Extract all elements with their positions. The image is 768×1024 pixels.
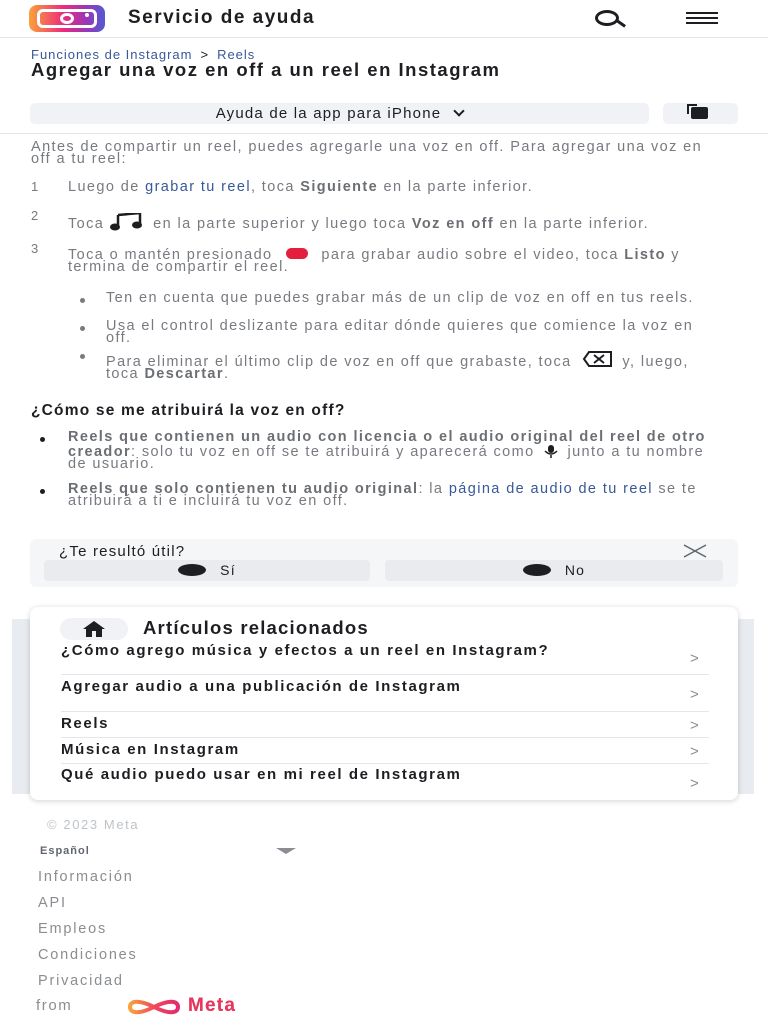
step-number: 2 (31, 208, 40, 223)
record-icon (278, 246, 316, 262)
close-icon[interactable] (682, 543, 708, 559)
chevron-right-icon: > (690, 743, 699, 760)
audio-page-link[interactable]: página de audio de tu reel (448, 481, 653, 497)
frown-icon (523, 564, 551, 576)
breadcrumb-separator: > (200, 47, 210, 62)
language-select[interactable]: Español (40, 845, 90, 857)
chevron-right-icon: > (690, 650, 699, 667)
site-title[interactable]: Servicio de ayuda (128, 7, 316, 28)
delete-icon (577, 350, 617, 368)
chevron-right-icon: > (690, 717, 699, 734)
sub-bullet-list (78, 348, 718, 380)
copyright: © 2023 Meta (47, 817, 140, 832)
from-meta-logo[interactable] (36, 995, 336, 1019)
list-item: Reels que solo contienen tu audio original: la página de audio de tu reel se te atribuirá a ti e incluirá tu voz en off. (38, 483, 728, 507)
feedback-no-button[interactable]: No (385, 560, 723, 581)
related-item[interactable]: ¿Cómo agrego música y efectos a un reel en Instagram? (61, 642, 550, 659)
step-number: 1 (31, 179, 40, 194)
feedback-box (30, 539, 738, 587)
related-item[interactable]: Música en Instagram (61, 741, 240, 758)
breadcrumb-item-reels[interactable]: Reels (217, 47, 256, 62)
meta-wordmark: Meta (188, 995, 237, 1016)
sub-bullet-list (78, 320, 718, 344)
grabar-reel-link[interactable]: grabar tu reel (145, 179, 251, 195)
divider (0, 133, 768, 134)
related-item[interactable]: Reels (61, 715, 110, 732)
intro-text: Antes de compartir un reel, puedes agregarle una voz en off. Para agregar una voz en off a tu reel: (31, 139, 703, 167)
footer-link-empleos[interactable]: Empleos (38, 921, 108, 937)
copy-icon (691, 107, 708, 119)
from-label: from (36, 997, 73, 1014)
footer-link-informacion[interactable]: Información (38, 869, 134, 885)
menu-icon[interactable] (686, 12, 718, 26)
divider (61, 737, 709, 738)
caret-down-icon[interactable] (276, 848, 296, 854)
music-note-icon (110, 213, 148, 231)
chevron-right-icon: > (690, 775, 699, 792)
related-title: Artículos relacionados (143, 617, 369, 638)
step-number: 3 (31, 241, 40, 256)
divider (61, 711, 709, 712)
list-item: Usa el control deslizante para editar dónde quieres que comience la voz en off. (78, 320, 718, 344)
platform-select[interactable] (30, 103, 649, 124)
related-item[interactable]: Agregar audio a una publicación de Instagram (61, 678, 462, 695)
list-item: Para eliminar el último clip de voz en off que grabaste, toca y, luego, toca Descartar. (78, 348, 718, 380)
home-icon (60, 618, 128, 640)
sub-bullet-list (78, 292, 718, 304)
divider (61, 763, 709, 764)
footer-link-api[interactable]: API (38, 895, 67, 911)
platform-select-label: Ayuda de la app para iPhone (215, 105, 442, 122)
related-header (60, 618, 560, 640)
microphone-icon (540, 445, 562, 458)
smile-icon (178, 564, 206, 576)
top-bar (0, 0, 768, 38)
breadcrumb-item-funciones[interactable]: Funciones de Instagram (31, 47, 193, 62)
attribution-heading: ¿Cómo se me atribuirá la voz en off? (31, 402, 346, 419)
footer-link-privacidad[interactable]: Privacidad (38, 973, 124, 989)
list-item: Reels que contienen un audio con licencia o el audio original del reel de otro creador: solo tu voz en off se te atribuirá y aparecerá como junto a tu nombre de usuario. (38, 431, 728, 470)
related-item[interactable]: Qué audio puedo usar en mi reel de Instagram (61, 766, 462, 783)
share-button[interactable] (663, 103, 738, 124)
attribution-list (38, 431, 728, 470)
page-title: Agregar una voz en off a un reel en Instagram (31, 59, 501, 80)
list-item: Ten en cuenta que puedes grabar más de un clip de voz en off en tus reels. (78, 292, 718, 304)
chevron-right-icon: > (690, 686, 699, 703)
attribution-list (38, 483, 728, 507)
search-icon[interactable] (592, 8, 630, 30)
feedback-yes-button[interactable]: Sí (44, 560, 370, 581)
instagram-logo-icon[interactable] (29, 5, 105, 32)
footer-link-condiciones[interactable]: Condiciones (38, 947, 138, 963)
chevron-down-icon (454, 105, 465, 116)
meta-infinity-icon (124, 997, 184, 1017)
related-articles-card (30, 607, 738, 800)
feedback-question: ¿Te resultó útil? (59, 543, 186, 560)
divider (61, 674, 709, 675)
